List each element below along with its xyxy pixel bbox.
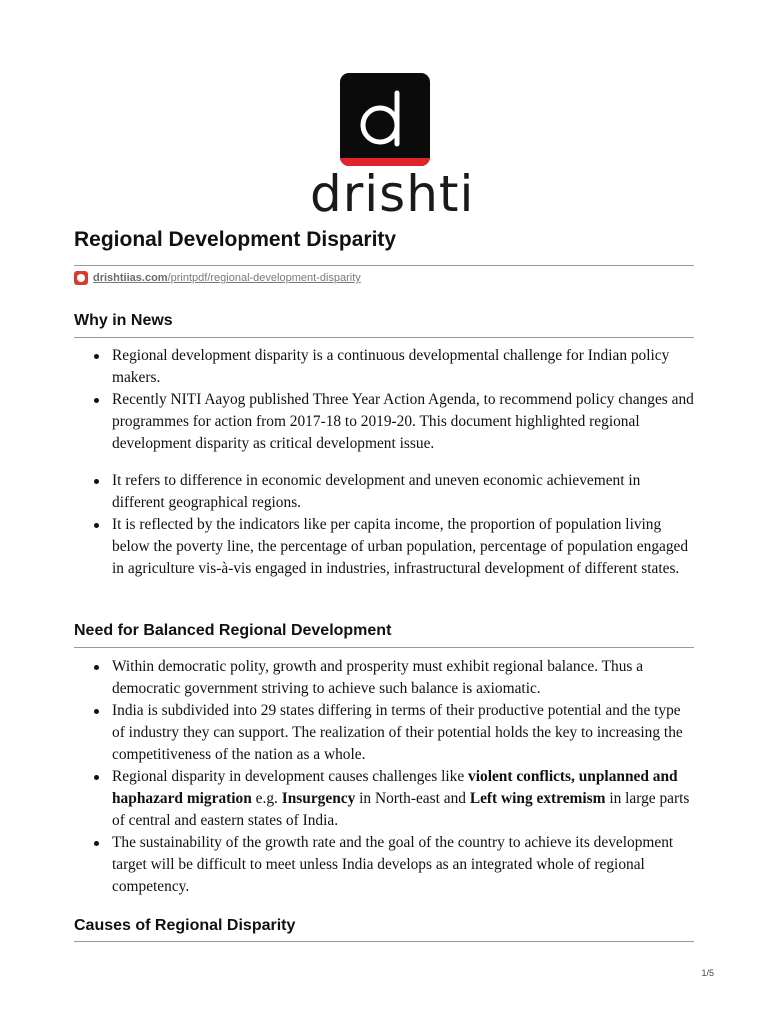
list-item: Regional development disparity is a continuous developmental challenge for Indian policy makers.: [74, 345, 696, 389]
section-heading-why-in-news: Why in News: [74, 312, 173, 329]
text-run: in North-east and: [355, 790, 470, 807]
list-item: It is reflected by the indicators like per capita income, the proportion of population living below the poverty line, the percentage of urban population, percentage of population engaged in agriculture vis-à-vis engaged in industries, infrastructural development of different states.: [74, 514, 696, 580]
source-link[interactable]: [93, 272, 361, 284]
title-divider: [74, 265, 694, 266]
source-link-row: [74, 271, 361, 285]
bold-text: Left wing extremism: [469, 790, 606, 807]
section-divider: [74, 337, 694, 338]
logo-mark: [340, 73, 430, 166]
logo-letter-d-icon: [340, 73, 430, 166]
list-item: Within democratic polity, growth and prosperity must exhibit regional balance. Thus a democratic government striving to achieve such balance is axiomatic.: [74, 656, 696, 700]
source-domain: drishtiias.com: [93, 272, 168, 284]
why-in-news-list: [74, 345, 696, 455]
need-list: [74, 656, 696, 898]
logo-wordmark: drishti: [310, 165, 475, 223]
page-title: Regional Development Disparity: [74, 228, 397, 251]
list-item: India is subdivided into 29 states differing in terms of their productive potential and the type of industry they can support. The realization of their potential holds the key to increasing the competitiveness of the nation as a whole.: [74, 700, 696, 766]
section-divider: [74, 647, 694, 648]
list-item: Recently NITI Aayog published Three Year Action Agenda, to recommend policy changes and programmes for action from 2017-18 to 2019-20. This document highlighted regional development disparity as critical development issue.: [74, 389, 696, 455]
definition-list: [74, 470, 696, 580]
site-favicon-icon: [74, 271, 88, 285]
source-path: /printpdf/regional-development-disparity: [167, 272, 361, 284]
section-heading-need: Need for Balanced Regional Development: [74, 622, 392, 639]
list-item: [74, 766, 696, 832]
section-heading-causes: Causes of Regional Disparity: [74, 917, 296, 934]
list-item: It refers to difference in economic development and uneven economic achievement in different geographical regions.: [74, 470, 696, 514]
page-number: 1/5: [701, 968, 714, 978]
section-divider: [74, 941, 694, 942]
drishti-logo: [310, 70, 475, 225]
bold-text: violent conflicts, unplanned and haphazard migration: [112, 768, 678, 807]
list-item: The sustainability of the growth rate and the goal of the country to achieve its development target will be difficult to meet unless India develops as an integrated whole of regional competency.: [74, 832, 696, 898]
text-run: in large parts of central and eastern states of India.: [112, 790, 690, 829]
bold-text: Insurgency: [281, 790, 356, 807]
text-run: e.g.: [251, 790, 282, 807]
text-run: Regional disparity in development causes challenges like: [112, 768, 469, 785]
